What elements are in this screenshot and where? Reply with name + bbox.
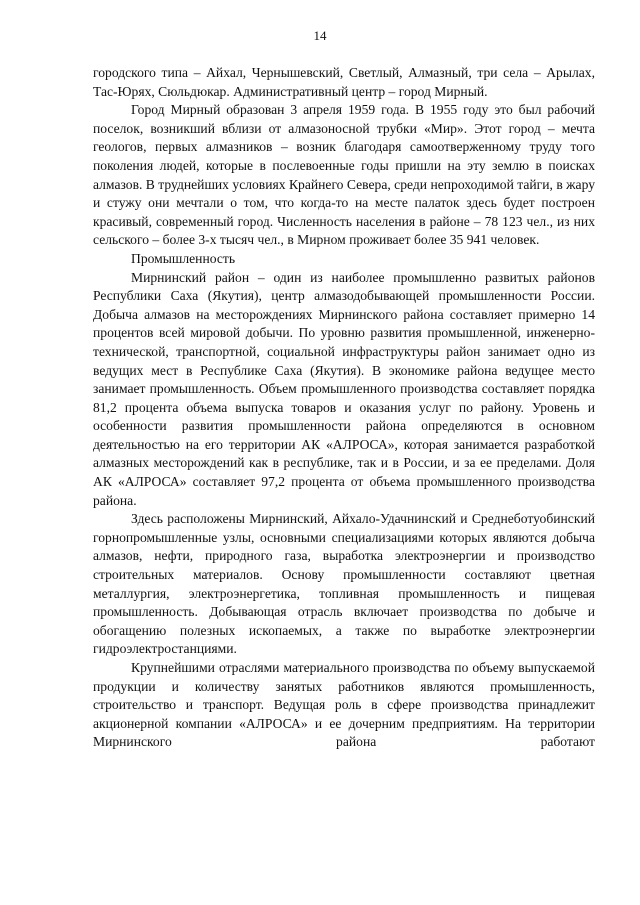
paragraph-major-sectors: Крупнейшими отраслями материального производства по объему выпускаемой продукции и количеству занятых работников являются промышленность, строительство и транспорт. Ведущая роль в сфере производства принадлежит акционерной компании «АЛРОСА» и ее дочерним предприятиям. На территории Мирнинского района работают (93, 660, 595, 750)
section-heading-industry: Промышленность (131, 250, 236, 266)
paragraph-industry-overview: Мирнинский район – один из наиболее промышленно развитых районов Республики Саха (Якутия), центр алмазодобывающей промышленности России. Добыча алмазов на месторождениях Мирнинского района составляет примерно 14 процентов всей мировой добычи. По уровню развития промышленной, инженерно-технической, транспортной, социальной инфраструктуры район занимает одно из ведущих мест в Республике Саха (Якутия). В экономике района ведущее место занимает промышленность. Объем промышленного производства составляет порядка 81,2 процента объема выпуска товаров и оказания услуг по району. Уровень и особенности развития промышленности района определяются в основном деятельностью на его территории АК «АЛРОСА», которая занимается разработкой алмазных месторождений как в республике, так и в России, и за ее пределами. Доля АК «АЛРОСА» составляет 97,2 процента от объема промышленного производства района. (93, 269, 595, 508)
paragraph-mirny-history: Город Мирный образован 3 апреля 1959 года. В 1955 году это был рабочий поселок, возникший вблизи от алмазоносной трубки «Мир». Этот город – мечта геологов, первых алмазников – возник благодаря самоотверженному труду того поколения людей, которые в послевоенные годы пришли на эту землю в поисках алмазов. В труднейших условиях Крайнего Севера, среди непроходимой тайги, в жару и стужу они мечтали о том, что когда-то на месте палаток здесь будет построен красивый, современный город. Численность населения в районе – 78 123 чел., из них сельского – более 3-х тысяч чел., в Мирном проживает более 35 941 человек. (93, 102, 595, 248)
paragraph-continuation: городского типа – Айхал, Чернышевский, Светлый, Алмазный, три села – Арылах, Тас-Юрях, Сюльдюкар. Административный центр – город Мирный. (93, 65, 595, 99)
document-body (93, 64, 595, 752)
paragraph-mining-hubs: Здесь расположены Мирнинский, Айхало-Удачнинский и Среднеботуобинский горнопромышленные узлы, основными специализациями которых являются добыча алмазов, нефти, природного газа, выработка электроэнергии и производство строительных материалов. Основу промышленности составляют цветная металлургия, электроэнергетика, топливная промышленность и пищевая промышленность. Добывающая отрасль включает производства по добыче и обогащению полезных ископаемых, а также по выработке электроэнергии гидроэлектростанциями. (93, 511, 595, 657)
page-number: 14 (313, 28, 327, 43)
